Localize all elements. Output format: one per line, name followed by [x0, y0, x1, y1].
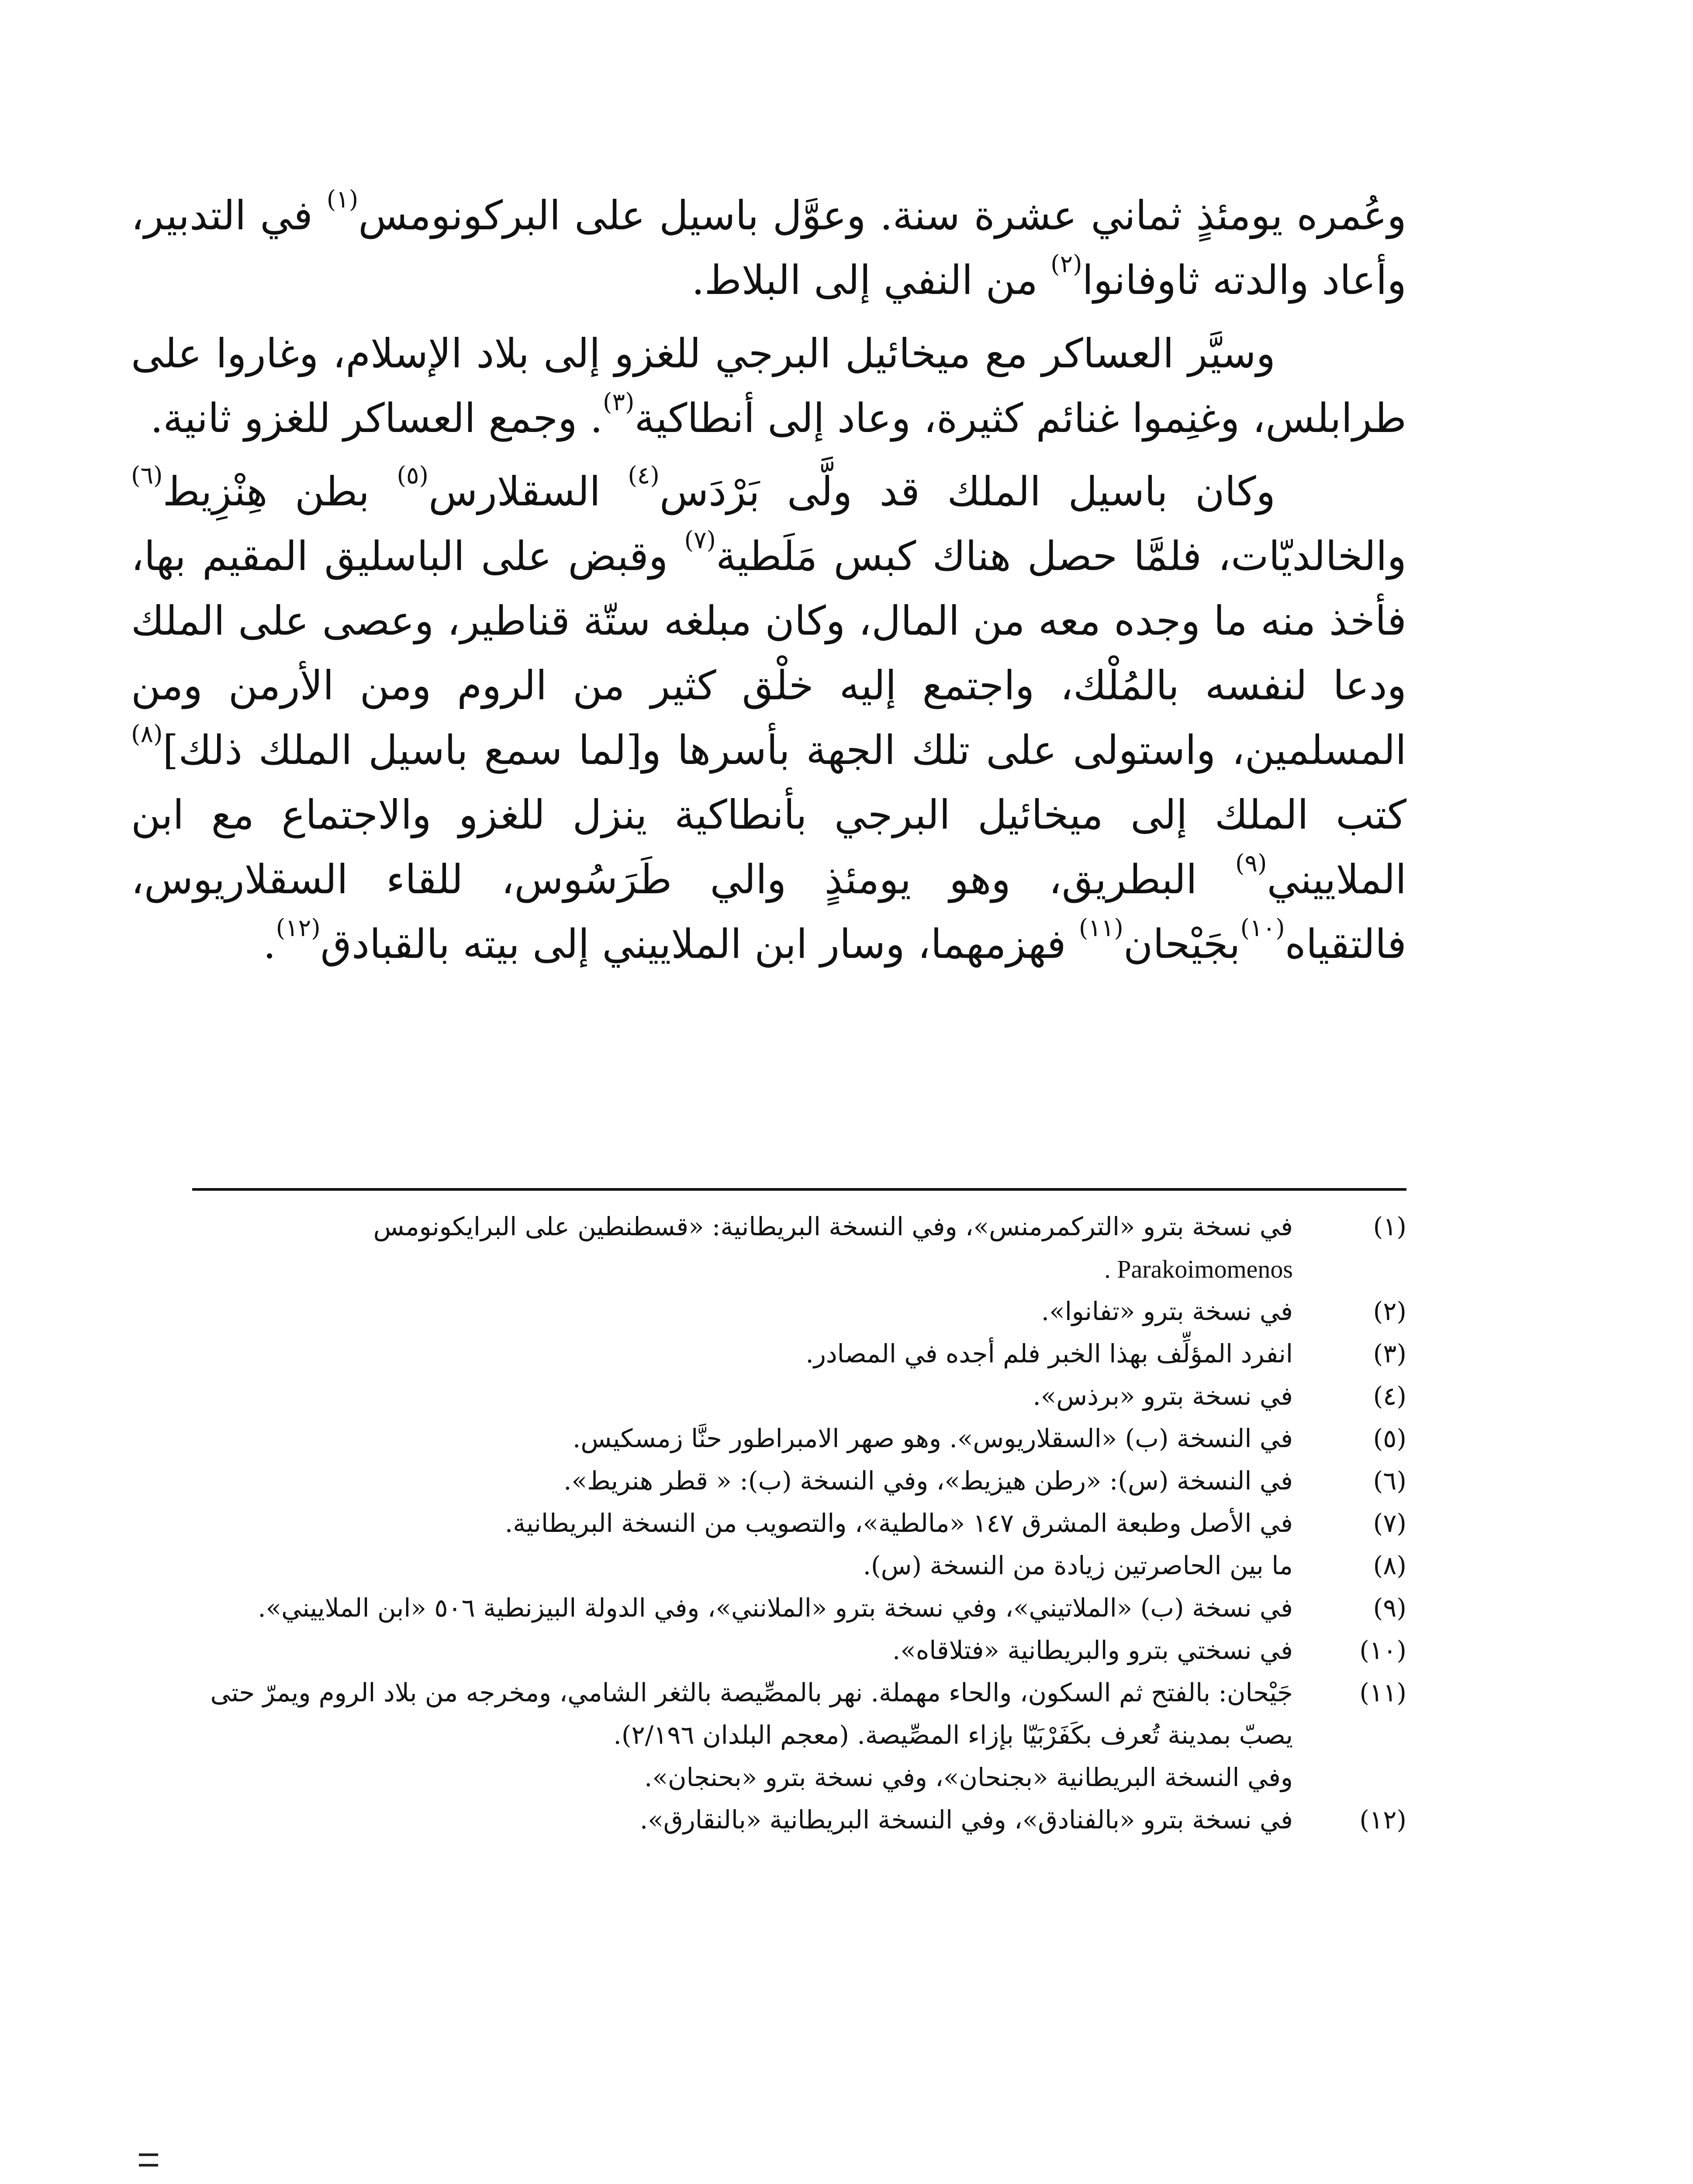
- footnote-ref-9: (٩): [1235, 849, 1267, 878]
- footnote-1: [149, 1206, 1406, 1290]
- text-run: . وجمع العساكر للغزو ثانية.: [150, 395, 603, 442]
- text-run: من النفي إلى البلاط.: [691, 257, 1051, 304]
- footnote-ref-7: (٧): [684, 526, 716, 554]
- footnote-text: في النسخة (ب) «السقلاريوس». وهو صهر الامبراطور حنَّا زمسكيس.: [572, 1424, 1293, 1453]
- margin-mark: [139, 2153, 158, 2167]
- footnote-ref-1: (١): [326, 185, 359, 214]
- footnote-number: (٧): [1373, 1508, 1406, 1538]
- text-run: وقبض على الباسليق المقيم بها، فأخذ منه ما وجده معه من المال، وكان مبلغه ستّة قناطير، وعصى على الملك ودعا لنفسه بالمُلْك، واجتمع إليه خلْق كثير من الروم ومن الأرمن ومن المسلمين، واستولى على تلك الجهة بأسرها و[لما سمع باسيل الملك ذلك]: [131, 533, 1406, 774]
- footnote-number: (١٠): [1359, 1635, 1406, 1665]
- footnotes: [149, 1206, 1406, 1841]
- footnote-ref-10: (١٠): [1240, 914, 1285, 942]
- footnote-number: (١٢): [1359, 1805, 1406, 1835]
- footnote-8: [149, 1545, 1406, 1587]
- text-run: والخالديّات، فلمَّا حصل هناك كبس مَلَطية: [715, 533, 1406, 580]
- text-run: السقلارس: [428, 468, 628, 515]
- footnote-text: ما بين الحاصرتين زيادة من النسخة (س).: [863, 1551, 1293, 1580]
- footnote-2: [149, 1290, 1406, 1333]
- footnote-text: في نسخة بترو «تفانوا».: [1041, 1296, 1293, 1326]
- footnote-ref-5: (٥): [397, 461, 429, 490]
- footnote-number: (٩): [1373, 1593, 1406, 1623]
- text-run: وعُمره يومئذٍ ثماني عشرة سنة. وعوَّل باسيل على البركونومس: [358, 192, 1406, 239]
- footnote-ref-2: (٢): [1050, 250, 1082, 278]
- footnote-ref-6: (٦): [131, 461, 163, 490]
- footnote-latin-term: . Parakoimomenos: [1104, 1255, 1293, 1283]
- text-run: في التدبير، وأعاد والدته ثاوفانوا: [131, 192, 1406, 304]
- main-text: [131, 183, 1406, 985]
- footnote-text: في نسخة بترو «بالفنادق»، وفي النسخة البريطانية «بالنقارق».: [639, 1805, 1293, 1835]
- footnote-11-continuation: [149, 1756, 1406, 1799]
- footnote-text: وفي النسخة البريطانية «بجنحان»، وفي نسخة بترو «بحنجان».: [644, 1762, 1293, 1792]
- footnote-ref-4: (٤): [628, 461, 660, 490]
- text-run: كتب الملك إلى ميخائيل البرجي بأنطاكية ينزل للغزو والاجتماع مع ابن الملاييني: [131, 791, 1407, 903]
- footnote-ref-11: (١١): [1078, 914, 1123, 942]
- footnote-7: [149, 1502, 1406, 1545]
- text-run: بطن هِنْزِيط: [162, 468, 397, 515]
- footnote-number: (٦): [1373, 1466, 1406, 1496]
- footnote-text-run: في نسخة بترو «التركمرمنس»، وفي النسخة البريطانية: «قسطنطين على البرايكونومس: [373, 1212, 1293, 1241]
- footnote-number: (١): [1373, 1212, 1406, 1241]
- footnote-divider: [192, 1188, 1406, 1191]
- footnote-text: [149, 1206, 1293, 1290]
- footnote-text: في الأصل وطبعة المشرق ١٤٧ «مالطية»، والتصويب من النسخة البريطانية.: [504, 1508, 1293, 1538]
- footnote-4: [149, 1375, 1406, 1417]
- text-run: فهزمهما، وسار ابن الملاييني إلى بيته بالقبادق: [320, 921, 1079, 968]
- footnote-9: [149, 1587, 1406, 1629]
- footnote-11: [149, 1672, 1406, 1756]
- footnote-text: في نسخة (ب) «الملاتيني»، وفي نسخة بترو «الملانني»، وفي الدولة البيزنطية ٥٠٦ «ابن الملاييني».: [258, 1593, 1293, 1623]
- footnote-text: في النسخة (س): «رطن هيزيط»، وفي النسخة (ب): « قطر هنريط».: [563, 1466, 1293, 1496]
- footnote-ref-3: (٣): [603, 388, 635, 416]
- footnote-number: (١١): [1359, 1678, 1406, 1707]
- paragraph-1: [131, 183, 1406, 313]
- footnote-6: [149, 1460, 1406, 1502]
- paragraph-3: [131, 460, 1406, 977]
- footnote-10: [149, 1629, 1406, 1672]
- footnote-number: (٣): [1373, 1339, 1406, 1368]
- paragraph-2: [131, 321, 1406, 451]
- footnote-number: (٢): [1373, 1296, 1406, 1326]
- footnote-5: [149, 1417, 1406, 1460]
- footnote-text: في نسختي بترو والبريطانية «فتلاقاه».: [892, 1635, 1293, 1665]
- footnote-3: [149, 1333, 1406, 1375]
- footnote-text: جَيْحان: بالفتح ثم السكون، والحاء مهملة. نهر بالمصِّيصة بالثغر الشامي، ومخرجه من بلاد الروم ويمرّ حتى يصبّ بمدينة تُعرف بكَفَرْبَيّا بإزاء المصِّيصة. (معجم البلدان ٢/١٩٦).: [210, 1678, 1293, 1750]
- footnote-text: انفرد المؤلِّف بهذا الخبر فلم أجده في المصادر.: [805, 1339, 1293, 1368]
- footnote-number: (٤): [1373, 1381, 1406, 1411]
- text-run: بجَيْحان: [1123, 921, 1240, 968]
- text-run: وكان باسيل الملك قد ولَّى بَرْدَس: [659, 468, 1275, 515]
- text-run: وسيَّر العساكر مع ميخائيل البرجي للغزو إلى بلاد الإسلام، وغاروا على طرابلس، وغنِموا غنائم كثيرة، وعاد إلى أنطاكية: [131, 330, 1406, 442]
- text-run: البطريق، وهو يومئذٍ والي طَرَسُوس، للقاء السقلاريوس، فالتقياه: [131, 856, 1406, 968]
- footnote-ref-8: (٨): [131, 720, 163, 748]
- footnote-12: [149, 1799, 1406, 1841]
- footnote-number: (٥): [1373, 1424, 1406, 1453]
- text-run: .: [263, 921, 276, 968]
- footnote-number: (٨): [1373, 1551, 1406, 1580]
- footnote-ref-12: (١٢): [276, 914, 321, 942]
- footnote-text: في نسخة بترو «برذس».: [1033, 1381, 1293, 1411]
